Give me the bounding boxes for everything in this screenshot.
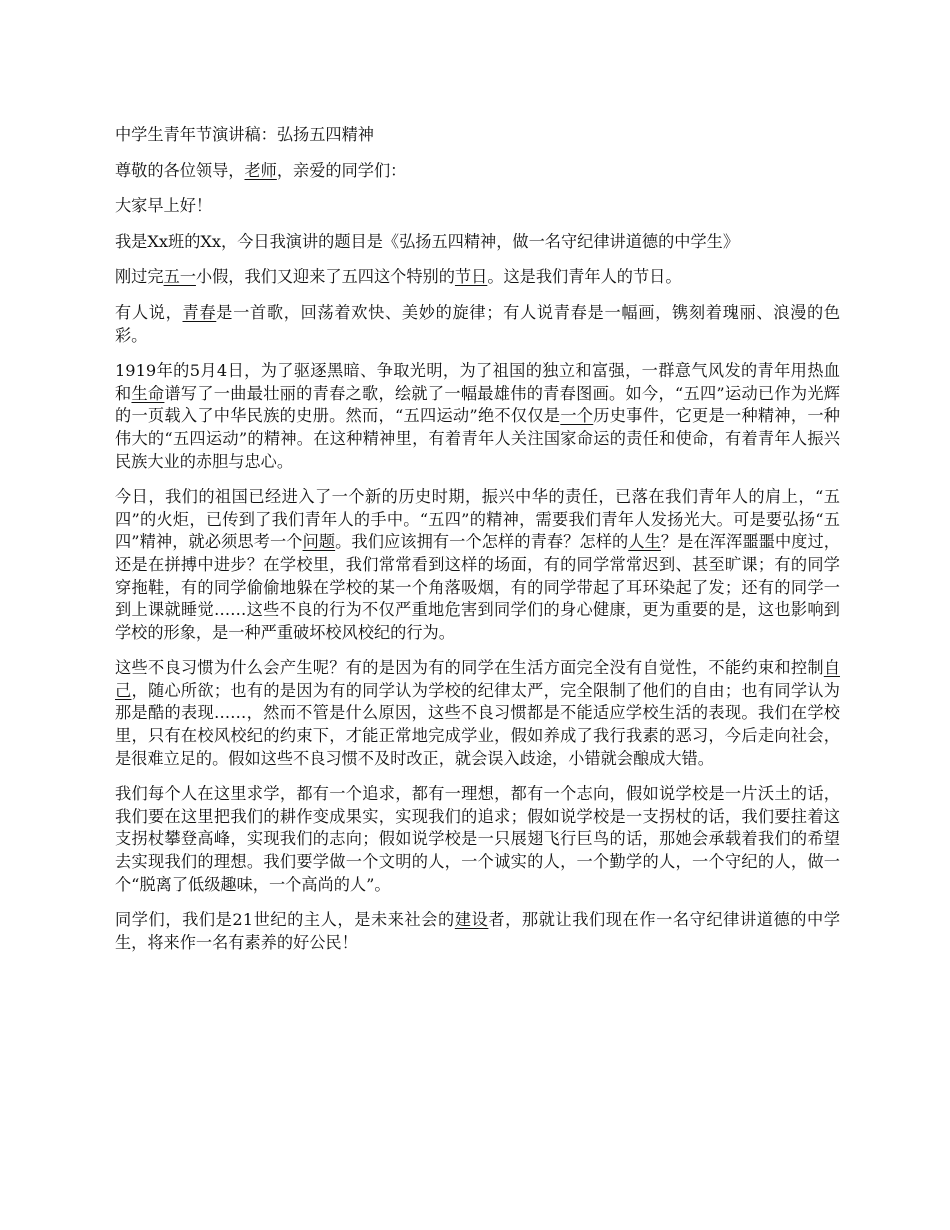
text-run: 同学们，我们是21世纪的主人，是未来社会的 bbox=[115, 910, 455, 930]
inline-link[interactable]: 问题 bbox=[302, 532, 336, 552]
paragraph-history bbox=[115, 360, 840, 473]
paragraph-holiday bbox=[115, 266, 840, 289]
inline-link[interactable]: 一个 bbox=[560, 406, 594, 426]
inline-link[interactable]: 建设 bbox=[454, 910, 489, 930]
text-run: 谱写了一曲最壮丽的青春之歌，绘就了一幅最雄伟的青春图画。如今，“五四”运动已作为光辉的一页载入了中华民族的史册。然而，“五四运动”绝不仅仅是 bbox=[115, 383, 840, 426]
text-run: 有人说， bbox=[115, 302, 183, 322]
document-body bbox=[115, 124, 840, 967]
inline-link[interactable]: 老师 bbox=[244, 160, 277, 180]
text-run: ？是在浑浑噩噩中度过，还是在拼搏中进步？在学校里，我们常常看到这样的场面，有的同学常常迟到、甚至旷课；有的同学穿拖鞋，有的同学偷偷地躲在学校的某一个角落吸烟，有的同学带起了耳环染起了发；还有的同学一到上课就睡觉……这些不良的行为不仅严重地危害到同学们的身心健康，更为重要的是，这也影响到学校的形象，是一种严重破坏校风校纪的行为。 bbox=[115, 532, 840, 642]
text-run: 我是Xx班的Xx，今日我演讲的题目是《弘扬五四精神，做一名守纪律讲道德的中学生》 bbox=[115, 231, 740, 251]
inline-link[interactable]: 自己 bbox=[115, 658, 840, 700]
text-run: 者，那就让我们现在作一名守纪律讲道德的中学生，将来作一名有素养的好公民！ bbox=[115, 910, 841, 952]
text-run: ，亲爱的同学们： bbox=[276, 160, 407, 180]
paragraph-greeting bbox=[115, 195, 840, 218]
text-run: 我们每个人在这里求学，都有一个追求，都有一理想，都有一个志向，假如说学校是一片沃土的话，我们要在这里把我们的耕作变成果实，实现我们的追求；假如说学校是一支拐杖的话，我们要拄着这支拐杖攀登高峰，实现我们的志向；假如说学校是一只展翅飞行巨鸟的话，那她会承载着我们的希望去实现我们的理想。我们要学做一个文明的人，一个诚实的人，一个勤学的人，一个守纪的人，做一个“脱离了低级趣味，一个高尚的人”。 bbox=[115, 784, 840, 894]
text-run: ，随心所欲；也有的是因为有的同学认为学校的纪律太严，完全限制了他们的自由；也有同学认为那是酷的表现……，然而不管是什么原因，这些不良习惯都是不能适应学校生活的表现。我们在学校里，只有在校风校纪的约束下，才能正常地完成学业，假如养成了我行我素的恶习，今后走向社会，是很难立足的。假如这些不良习惯不及时改正，就会误入歧途，小错就会酿成大错。 bbox=[115, 680, 840, 768]
text-run: 今日，我们的祖国已经进入了一个新的历史时期，振兴中华的责任，已落在我们青年人的肩上，“五四”的火炬，已传到了我们青年人的手中。“五四”的精神，需要我们青年人发扬光大。可是要弘扬“五四”精神，就必须思考一个 bbox=[115, 487, 840, 552]
paragraph-youth bbox=[115, 302, 840, 347]
text-run: 历史事件，它更是一种精神，一种伟大的“五四运动”的精神。在这种精神里，有着青年人关注国家命运的责任和使命，有着青年人振兴民族大业的赤胆与忠心。 bbox=[115, 406, 840, 471]
paragraph-today bbox=[115, 486, 840, 644]
inline-link[interactable]: 五一 bbox=[163, 267, 196, 287]
paragraph-intro bbox=[115, 231, 840, 254]
inline-link[interactable]: 青春 bbox=[182, 302, 217, 322]
inline-link[interactable]: 节日 bbox=[454, 267, 488, 287]
text-run: 。我们应该拥有一个怎样的青春？怎样的 bbox=[335, 532, 629, 552]
inline-link[interactable]: 生命 bbox=[131, 383, 165, 403]
paragraph-closing bbox=[115, 909, 840, 954]
text-run: 尊敬的各位领导， bbox=[115, 160, 245, 180]
text-run: 1919年的5月4日，为了驱逐黑暗、争取光明，为了祖国的独立和富强，一群意气风发的青年用热血和 bbox=[115, 361, 840, 403]
text-run: 这些不良习惯为什么会产生呢？有的是因为有的同学在生活方面完全没有自觉性，不能约束和控制 bbox=[115, 658, 824, 678]
paragraph-school bbox=[115, 783, 840, 896]
paragraph-salutation bbox=[115, 160, 840, 183]
document-title: 中学生青年节演讲稿：弘扬五四精神 bbox=[115, 125, 374, 144]
paragraph-habits bbox=[115, 657, 840, 770]
text-run: 刚过完 bbox=[115, 267, 164, 287]
text-run: 是一首歌，回荡着欢快、美妙的旋律；有人说青春是一幅画，镌刻着瑰丽、浪漫的色彩。 bbox=[115, 302, 841, 345]
inline-link[interactable]: 人生 bbox=[628, 532, 661, 552]
text-run: 大家早上好！ bbox=[115, 196, 213, 216]
text-run: 。这是我们青年人的节日。 bbox=[487, 267, 682, 287]
text-run: 小假，我们又迎来了五四这个特别的 bbox=[195, 267, 455, 287]
